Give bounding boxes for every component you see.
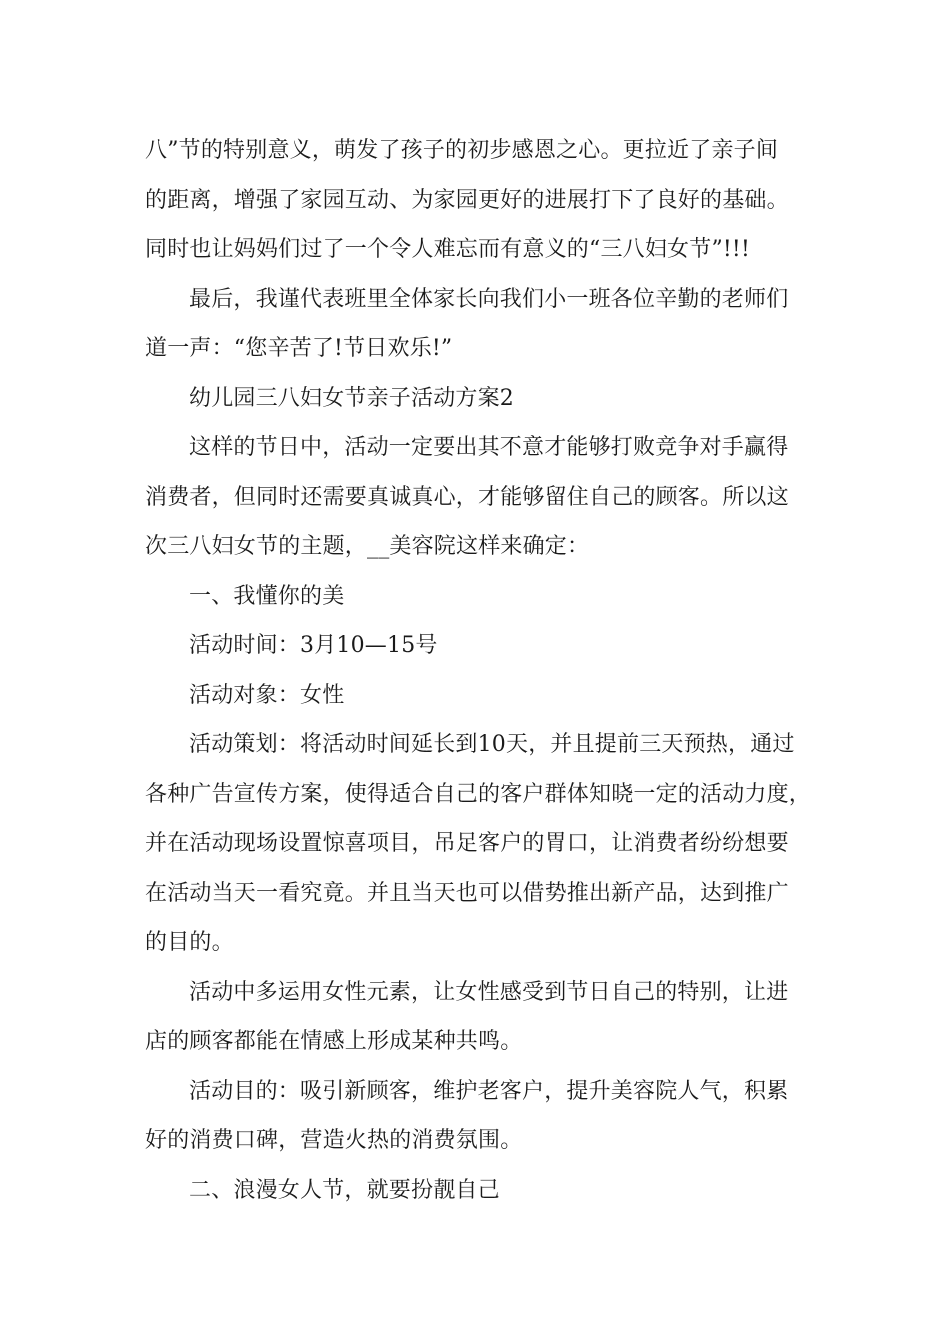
text-line: 的目的。: [145, 930, 234, 955]
text-line: 这样的节日中，活动一定要出其不意才能够打败竞争对手赢得: [189, 435, 789, 460]
text-line: 活动对象：女性: [189, 682, 345, 708]
text-line: 活动中多运用女性元素，让女性感受到节日自己的特别，让进: [189, 979, 789, 1005]
text-line: 在活动当天一看究竟。并且当天也可以借势推出新产品，达到推广: [145, 880, 789, 906]
subsection-heading: 一、我懂你的美: [189, 583, 345, 609]
text-line: 活动目的：吸引新顾客，维护老客户，提升美容院人气，积累: [189, 1078, 789, 1104]
text-line: 活动策划：将活动时间延长到10天，并且提前三天预热，通过: [189, 732, 795, 757]
text-line: 各种广告宣传方案，使得适合自己的客户群体知晓一定的活动力度，: [145, 781, 812, 807]
text-line: 并在活动现场设置惊喜项目，吊足客户的胃口，让消费者纷纷想要: [145, 831, 789, 856]
document-body: [145, 126, 815, 1215]
text-line: 同时也让妈妈们过了一个令人难忘而有意义的“三八妇女节”!!!: [145, 237, 751, 262]
text-line: 活动时间：3月10—15号: [189, 633, 438, 658]
text-line: 店的顾客都能在情感上形成某种共鸣。: [145, 1029, 523, 1054]
text-line: 道一声：“您辛苦了!节日欢乐!”: [145, 336, 453, 361]
text-line: 次三八妇女节的主题，__美容院这样来确定：: [145, 534, 590, 559]
text-line: 好的消费口碑，营造火热的消费氛围。: [145, 1128, 523, 1153]
subsection-heading: 二、浪漫女人节，就要扮靓自己: [189, 1177, 500, 1203]
text-line: 消费者，但同时还需要真诚真心，才能够留住自己的顾客。所以这: [145, 484, 789, 510]
text-line: 的距离，增强了家园互动、为家园更好的进展打下了良好的基础。: [145, 187, 789, 213]
text-line: 最后，我谨代表班里全体家长向我们小一班各位辛勤的老师们: [189, 286, 789, 312]
section-heading: 幼儿园三八妇女节亲子活动方案2: [189, 385, 514, 411]
text-line: 八”节的特别意义，萌发了孩子的初步感恩之心。更拉近了亲子间: [145, 138, 779, 163]
